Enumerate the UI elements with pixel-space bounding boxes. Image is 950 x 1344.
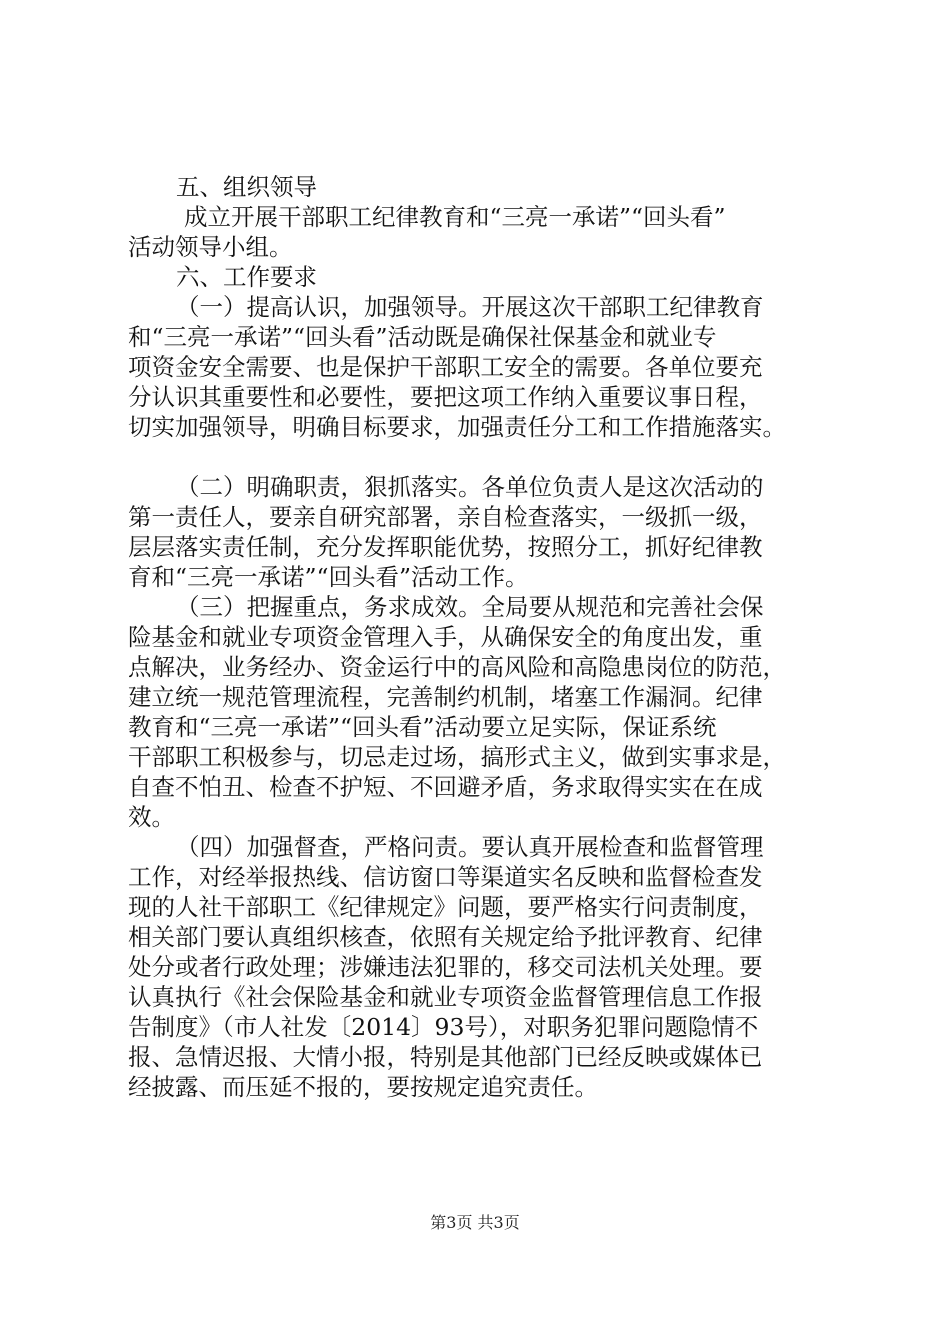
section-heading-organization: 五、组织领导 [176, 173, 317, 201]
document-body [128, 172, 844, 1102]
paragraph-line: 成立开展干部职工纪律教育和“三亮一承诺”“回头看” [184, 203, 726, 231]
paragraph-line: 层层落实责任制，充分发挥职能优势，按照分工，抓好纪律教 [128, 533, 763, 561]
paragraph-line: 工作，对经举报热线、信访窗口等渠道实名反映和监督检查发 [128, 863, 763, 891]
paragraph-line: 告制度》（市人社发〔2014〕93号），对职务犯罪问题隐情不 [128, 1013, 759, 1041]
paragraph-line: 切实加强领导，明确目标要求，加强责任分工和工作措施落实。 [128, 413, 786, 441]
paragraph-line: 报、急情迟报、大情小报，特别是其他部门已经反映或媒体已 [128, 1043, 763, 1071]
paragraph-line: 处分或者行政处理；涉嫌违法犯罪的，移交司法机关处理。要 [128, 953, 763, 981]
paragraph-gap [128, 442, 844, 472]
section-heading-requirements: 六、工作要求 [176, 263, 317, 291]
paragraph-line: （四）加强督查，严格问责。要认真开展检查和监督管理 [176, 833, 764, 861]
paragraph-line: 点解决，业务经办、资金运行中的高风险和高隐患岗位的防范， [128, 653, 786, 681]
paragraph-line: 第一责任人，要亲自研究部署，亲自检查落实，一级抓一级， [128, 503, 763, 531]
paragraph-line: 活动领导小组。 [128, 233, 293, 261]
paragraph-line: 现的人社干部职工《纪律规定》问题，要严格实行问责制度， [128, 893, 763, 921]
paragraph-line: 相关部门要认真组织核查，依照有关规定给予批评教育、纪律 [128, 923, 763, 951]
paragraph-line: 和“三亮一承诺”“回头看”活动既是确保社保基金和就业专 [128, 323, 717, 351]
paragraph-line: 经披露、而压延不报的，要按规定追究责任。 [128, 1073, 598, 1101]
paragraph-line: 教育和“三亮一承诺”“回头看”活动要立足实际，保证系统 [128, 713, 717, 741]
page-number-footer: 第3页 共3页 [430, 1213, 520, 1232]
paragraph-line: （二）明确职责，狠抓落实。各单位负责人是这次活动的 [176, 473, 764, 501]
paragraph-line: 分认识其重要性和必要性，要把这项工作纳入重要议事日程， [128, 383, 763, 411]
paragraph-line: 干部职工积极参与，切忌走过场，搞形式主义，做到实事求是， [128, 743, 786, 771]
paragraph-line: 自查不怕丑、检查不护短、不回避矛盾，务求取得实实在在成 [128, 773, 763, 801]
paragraph-line: （三）把握重点，务求成效。全局要从规范和完善社会保 [176, 593, 764, 621]
paragraph-line: 认真执行《社会保险基金和就业专项资金监督管理信息工作报 [128, 983, 763, 1011]
paragraph-line: 项资金安全需要、也是保护干部职工安全的需要。各单位要充 [128, 353, 763, 381]
paragraph-line: 建立统一规范管理流程，完善制约机制，堵塞工作漏洞。纪律 [128, 683, 763, 711]
paragraph-line: 效。 [128, 803, 175, 831]
paragraph-line: 育和“三亮一承诺”“回头看”活动工作。 [128, 563, 529, 591]
paragraph-line: （一）提高认识，加强领导。开展这次干部职工纪律教育 [176, 293, 764, 321]
paragraph-line: 险基金和就业专项资金管理入手，从确保安全的角度出发，重 [128, 623, 763, 651]
